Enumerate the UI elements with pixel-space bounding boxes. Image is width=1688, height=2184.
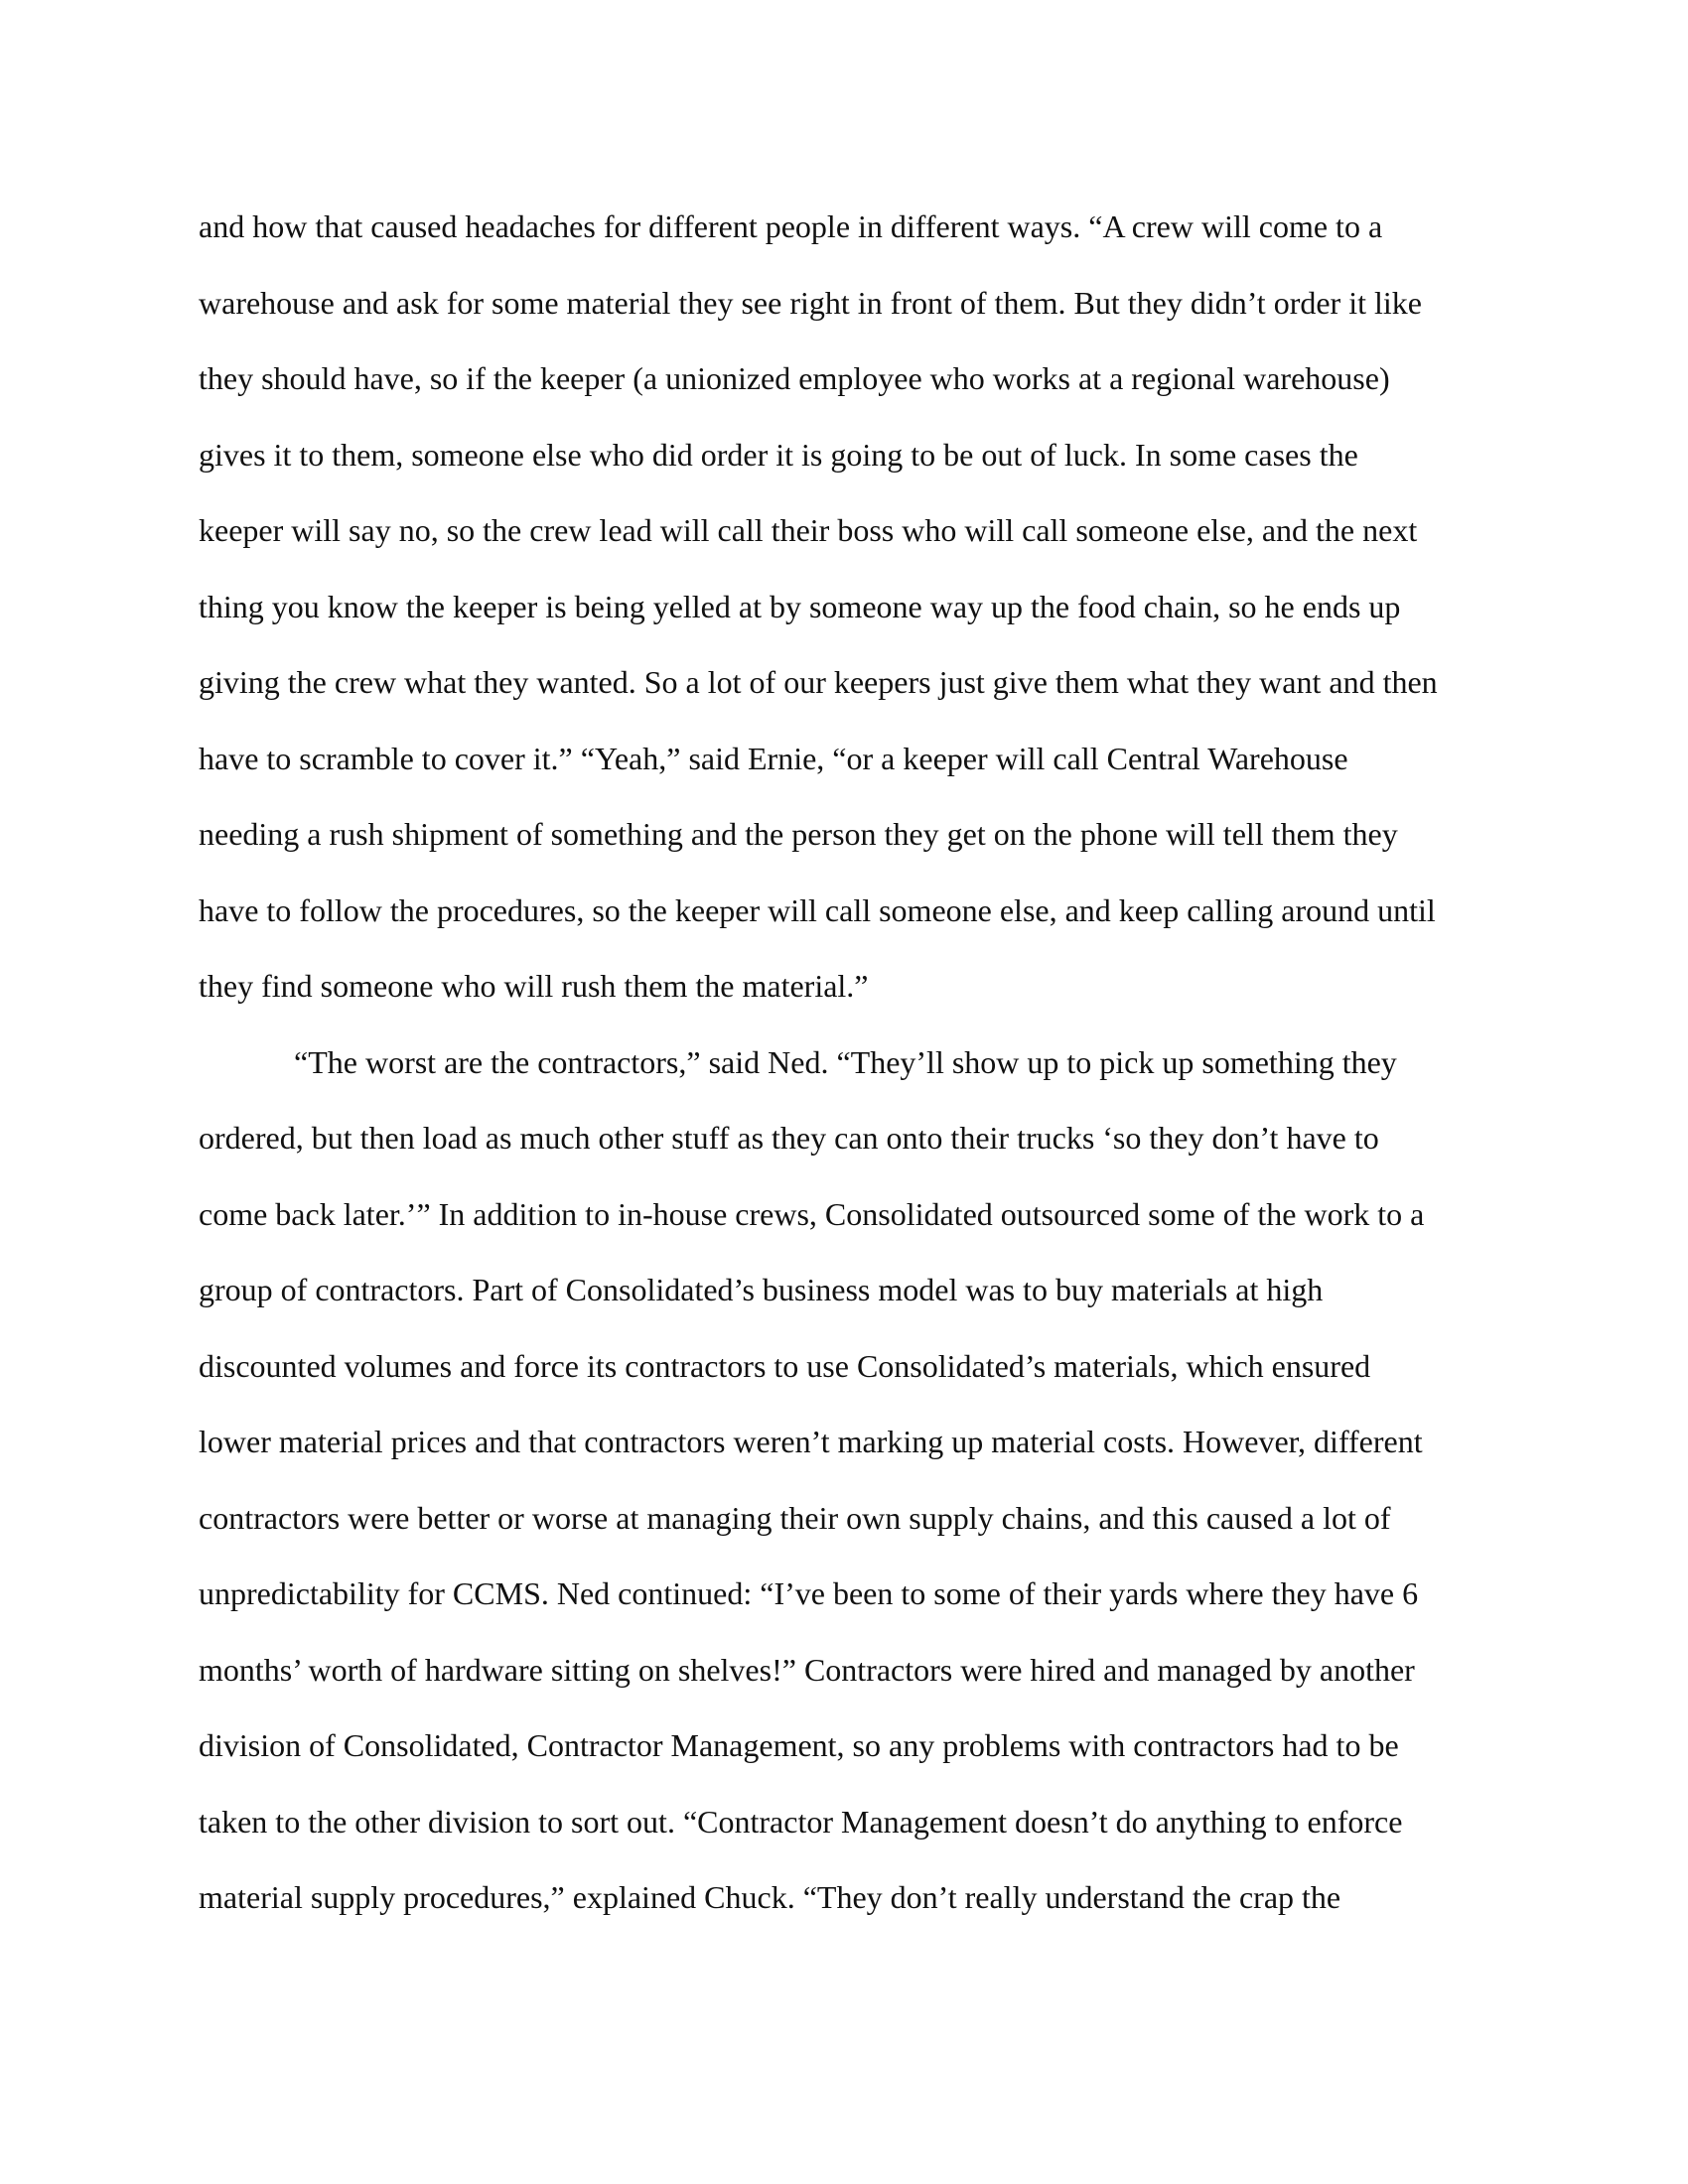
paragraph-start-line: “The worst are the contractors,” said Ned. “They’ll show up to pick up something they <box>294 1043 1397 1080</box>
text-line: have to follow the procedures, so the keeper will call someone else, and keep calling around until <box>199 891 1436 928</box>
text-line: discounted volumes and force its contractors to use Consolidated’s materials, which ensured <box>199 1347 1371 1384</box>
body-text <box>199 189 1489 1936</box>
text-line: material supply procedures,” explained Chuck. “They don’t really understand the crap the <box>199 1879 1341 1915</box>
text-line: ordered, but then load as much other stuff as they can onto their trucks ‘so they don’t have to <box>199 1120 1379 1156</box>
text-line: taken to the other division to sort out. “Contractor Management doesn’t do anything to enforce <box>199 1803 1403 1840</box>
text-line: contractors were better or worse at managing their own supply chains, and this caused a lot of <box>199 1499 1391 1536</box>
text-line: they should have, so if the keeper (a unionized employee who works at a regional warehouse) <box>199 360 1390 396</box>
text-line: gives it to them, someone else who did order it is going to be out of luck. In some cases the <box>199 436 1358 473</box>
text-line: have to scramble to cover it.” “Yeah,” said Ernie, “or a keeper will call Central Warehouse <box>199 740 1348 776</box>
text-line: group of contractors. Part of Consolidated’s business model was to buy materials at high <box>199 1272 1324 1307</box>
text-line: warehouse and ask for some material they see right in front of them. But they didn’t order it like <box>199 284 1422 321</box>
text-line: months’ worth of hardware sitting on shelves!” Contractors were hired and managed by another <box>199 1651 1415 1688</box>
text-line: keeper will say no, so the crew lead will call their boss who will call someone else, and the next <box>199 512 1418 548</box>
text-line: come back later.’” In addition to in-house crews, Consolidated outsourced some of the work to a <box>199 1195 1425 1232</box>
text-line: division of Consolidated, Contractor Management, so any problems with contractors had to be <box>199 1727 1399 1763</box>
text-line: and how that caused headaches for different people in different ways. “A crew will come to a <box>199 208 1383 244</box>
text-line: giving the crew what they wanted. So a lot of our keepers just give them what they want and then <box>199 664 1438 700</box>
text-line: unpredictability for CCMS. Ned continued: “I’ve been to some of their yards where they have 6 <box>199 1575 1419 1611</box>
text-line: lower material prices and that contractors weren’t marking up material costs. However, different <box>199 1424 1423 1459</box>
text-line: needing a rush shipment of something and the person they get on the phone will tell them they <box>199 816 1398 852</box>
text-line: they find someone who will rush them the material.” <box>199 968 869 1004</box>
text-line: thing you know the keeper is being yelled at by someone way up the food chain, so he ends up <box>199 588 1401 624</box>
